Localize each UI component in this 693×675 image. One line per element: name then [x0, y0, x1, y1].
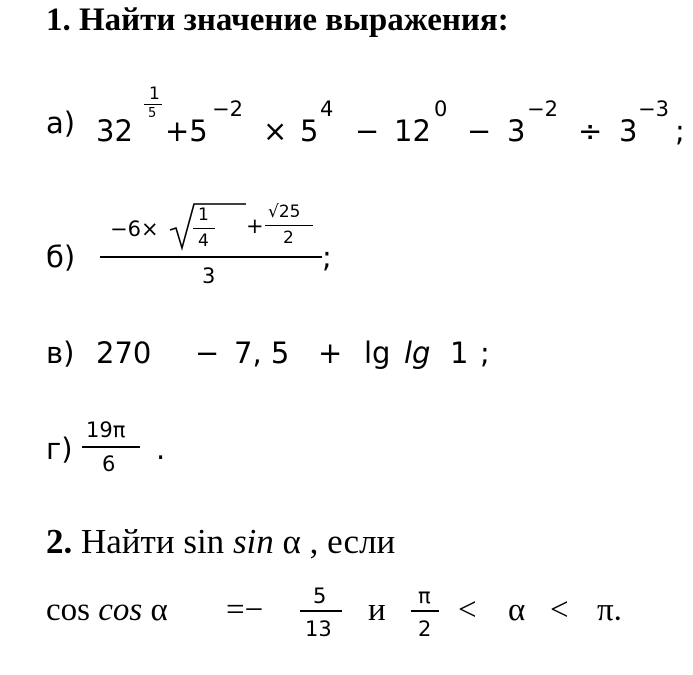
task2-number: 2. — [46, 522, 73, 561]
task2-text: Найти — [81, 522, 175, 561]
a-term4: 12 — [394, 114, 431, 148]
task2-pi-end: π. — [597, 592, 622, 628]
a-term5: 3 — [507, 114, 526, 148]
task2-sin: sin — [183, 522, 225, 561]
task2-alpha3: α — [508, 592, 526, 628]
task2-alpha2: α — [150, 592, 168, 628]
a-minus1: − — [355, 114, 380, 148]
task2-line1 — [46, 522, 395, 562]
label-g: г) — [46, 432, 73, 466]
v-lg-italic: lg — [404, 336, 431, 370]
a-term6-exp: −3 — [638, 97, 669, 121]
a-term1-exp-bar — [144, 104, 162, 105]
a-mul: × — [263, 114, 288, 148]
task2-eq: =− — [226, 592, 264, 628]
v-end: ; — [480, 336, 490, 370]
v-n2: 7, 5 — [234, 336, 290, 370]
a-term1: 32 — [96, 114, 133, 148]
a-term2-exp: −2 — [212, 97, 243, 121]
b-inner-den: 2 — [283, 228, 294, 248]
a-term5-exp: −2 — [527, 97, 558, 121]
label-a: а) — [46, 106, 76, 140]
expression-a — [46, 106, 75, 140]
task2-sin-italic: sin — [232, 522, 274, 561]
a-term4-exp: 0 — [434, 97, 448, 121]
b-inner-num: √25 — [268, 202, 301, 222]
b-sqrt-num: 1 — [198, 205, 209, 225]
task2-tail: , если — [309, 522, 396, 561]
g-num: 19π — [86, 418, 126, 442]
b-sqrt-bar — [193, 228, 215, 229]
b-end: ; — [322, 240, 332, 274]
v-n1: 270 — [96, 336, 152, 370]
b-num-part1: −6× — [110, 217, 159, 241]
a-term3-exp: 4 — [320, 97, 334, 121]
expression-v — [46, 336, 74, 370]
task2-alpha: α — [282, 522, 301, 561]
a-term1-exp-num: 1 — [149, 84, 160, 104]
b-sqrt-den: 4 — [198, 231, 209, 251]
label-b: б) — [46, 240, 76, 274]
task2-lt1: < — [458, 592, 477, 628]
task2-and: и — [368, 592, 386, 628]
g-den: 6 — [102, 452, 116, 476]
task2-frac-bar — [300, 610, 342, 612]
b-plus: + — [246, 214, 264, 238]
v-one: 1 — [450, 336, 469, 370]
task1-title: 1. Найти значение выражения: — [46, 2, 509, 38]
task2-lt2: < — [550, 592, 569, 628]
task2-frac-den: 13 — [305, 617, 332, 641]
g-end: . — [156, 432, 166, 466]
v-lg: lg — [364, 336, 391, 370]
task2-cos-group — [46, 592, 168, 629]
task2-cos-italic: cos — [98, 592, 143, 628]
task2-pi-bar — [411, 610, 439, 612]
b-main-bar — [100, 256, 322, 258]
g-bar — [82, 446, 140, 448]
task2-pi-num: π — [418, 584, 431, 608]
task2-pi-den: 2 — [418, 617, 432, 641]
task2-frac-num: 5 — [313, 584, 327, 608]
a-term6: 3 — [619, 114, 638, 148]
label-v: в) — [46, 336, 75, 370]
a-end: ; — [675, 114, 685, 148]
b-inner-bar — [265, 225, 313, 226]
task2-cos: cos — [46, 592, 90, 628]
b-denominator: 3 — [202, 264, 216, 288]
a-term3: 5 — [300, 114, 319, 148]
v-minus: − — [195, 336, 220, 370]
v-plus: + — [318, 336, 343, 370]
a-term2: +5 — [165, 114, 208, 148]
a-minus2: − — [467, 114, 492, 148]
a-div: ÷ — [578, 114, 603, 148]
a-term1-exp-den: 5 — [148, 106, 157, 121]
